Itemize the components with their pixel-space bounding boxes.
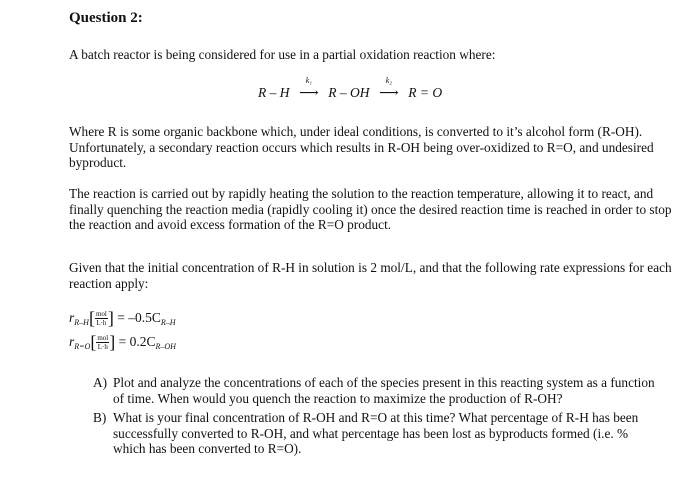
- rate-symbol: r: [69, 310, 75, 325]
- rate-rhs-subscript: R–H: [160, 318, 176, 327]
- rate-units: $\frac{\text{mol}}{L\cdot h}$: [95, 310, 107, 328]
- rate-subscript: R–H: [74, 318, 89, 327]
- process-paragraph: The reaction is carried out by rapidly heating the solution to the reaction temperature, allowing it to react, and finally quenching the reaction media (rapidly cooling it) once the desired reaction time is reached in order to stop the reaction and avoid excess formation of the R=O product.: [69, 186, 672, 233]
- rate-subscript: R=O: [74, 342, 91, 351]
- intro-paragraph: A batch reactor is being considered for use in a partial oxidation reaction where:: [69, 47, 496, 62]
- rate-rhs: = 0.2C: [118, 334, 156, 349]
- species-ro: R = O: [408, 85, 443, 100]
- rate-expression-ro: $r_{R=O}$[ $\frac{\text{mol}}{L\cdot h}$ ] = $0.2C_{R-OH}$: [69, 332, 176, 352]
- rate-constant-k1: k₁: [305, 76, 313, 85]
- species-rh: R – H: [258, 85, 290, 100]
- rate-units: $\frac{\text{mol}}{L\cdot h}$: [97, 334, 109, 352]
- species-roh: R – OH: [328, 85, 370, 100]
- question-heading: Question 2:: [69, 10, 143, 26]
- question-item-a: A) Plot and analyze the concentrations of each of the species present in this reacting system as a function of time. When would you quench the reaction to maximize the production of R-OH?: [93, 375, 655, 406]
- given-paragraph: Given that the initial concentration of R-H in solution is 2 mol/L, and that the following rate expressions for each reaction apply:: [69, 260, 672, 291]
- reaction-equation: [258, 76, 443, 101]
- reaction-arrow-1: k₁ ⟶: [293, 85, 325, 101]
- question-list: [93, 375, 663, 461]
- rate-expression-rh: $r_{R-H}$[ $\frac{\text{mol}}{L\cdot h}$ ] = $-0.5C_{R-H}$: [69, 308, 176, 328]
- question-item-b: B) What is your final concentration of R-OH and R=O at this time? What percentage of R-H has been successfully converted to R-OH, and what percentage has been lost as byproducts formed (i.e. % which has been converted to R=O).: [93, 410, 639, 457]
- description-paragraph: Where R is some organic backbone which, under ideal conditions, is converted to it’s alcohol form (R-OH). Unfortunately, a secondary reaction occurs which results in R-OH being over-oxidized to R=O, and undesired byproduct.: [69, 124, 654, 171]
- rate-symbol: r: [69, 334, 75, 349]
- rate-rhs-subscript: R–OH: [155, 342, 176, 351]
- rate-rhs: = –0.5C: [117, 310, 161, 325]
- reaction-arrow-2: k₂ ⟶: [373, 85, 405, 101]
- rate-constant-k2: k₂: [385, 76, 393, 85]
